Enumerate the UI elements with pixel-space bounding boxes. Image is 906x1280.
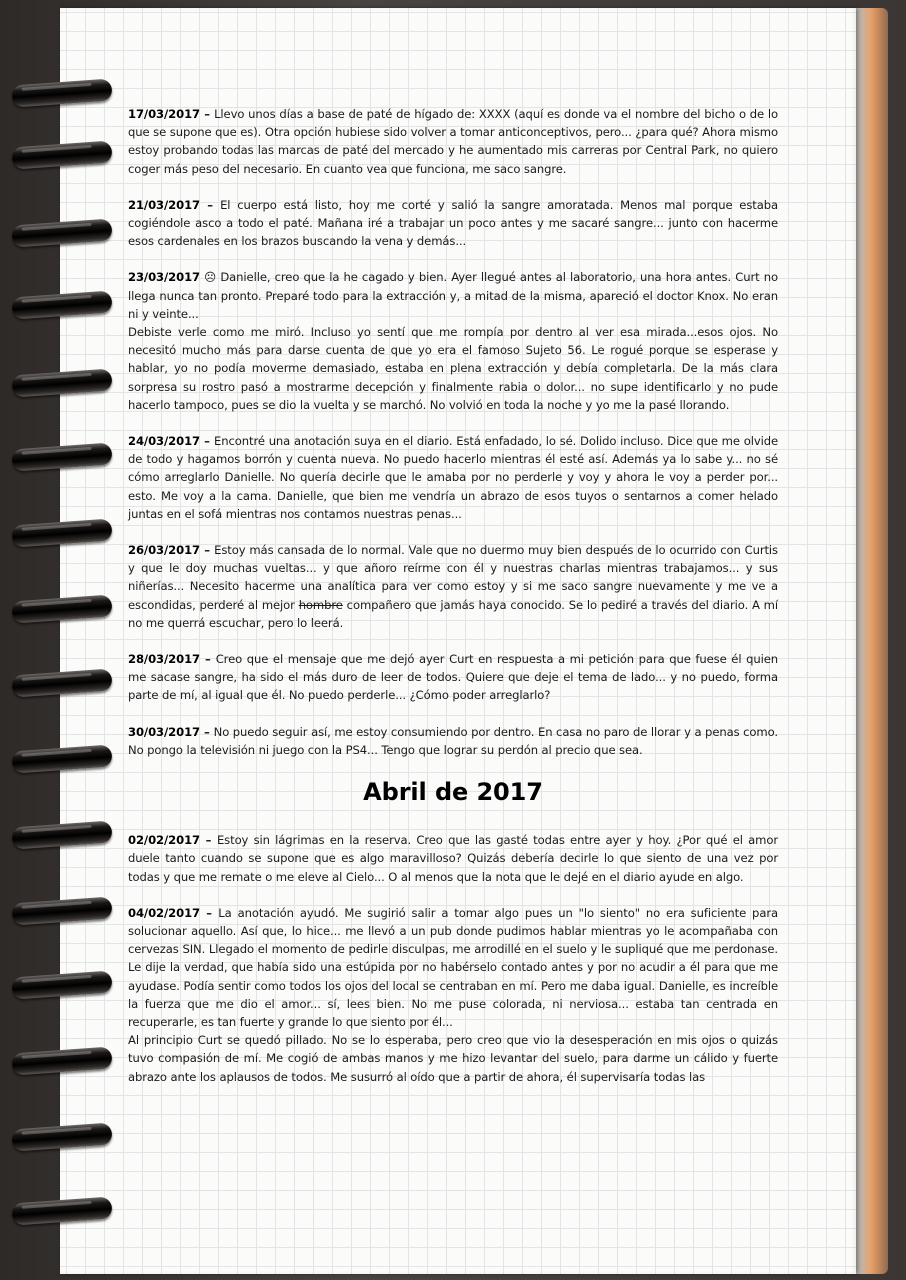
entry-text: Llevo unos días a base de paté de hígado de: XXXX (aquí es donde va el nombre del bicho o de lo que se supone que es). Otra opción hubiese sido volver a tomar anticonceptivos, pero... ¿para qué? Ahora mismo estoy probando todas las marcas de paté del mercado y he aumentado mis carreras por Central Park, no quiero coger más peso del necesario. En cuanto vea que funciona, me saco sangre. [128, 107, 778, 176]
entry-date: 24/03/2017 [128, 434, 201, 449]
diary-entry: 26/03/2017 – Estoy más cansada de lo normal. Vale que no duermo muy bien después de lo ocurrido con Curtis y que le doy muchas vueltas... y que añoro reírme con él y nuestras charlas mientras trabajamos... y sus niñerías... Necesito hacerme una analítica para ver como estoy y si me saco sangre nuevamente y me ve a escondidas, perderé al mejor hombre compañero que jamás haya conocido. Se lo pediré a través del diario. A mí no me querrá escuchar, pero lo leerá. [128, 543, 778, 630]
month-heading: Abril de 2017 [363, 778, 543, 807]
sad-face-icon: ☹ [200, 270, 221, 285]
entry-text: Encontré una anotación suya en el diario. Está enfadado, lo sé. Dolido incluso. Dice que me olvide de todo y hagamos borrón y cuenta nueva. No puedo hacerlo mientras él esté así. Además ya lo sabe y... no sé cómo arreglarlo Danielle. No quería decirle que le amaba por no perderle y voy y ahora le voy a perder por... esto. Me voy a la cama. Danielle, que bien me vendría un abrazo de esos tuyos o sentarnos a comer helado juntas en el sofá mientras nos contamos nuestras penas... [128, 434, 778, 521]
entry-date: 21/03/2017 [128, 197, 201, 212]
spiral-ring [12, 368, 108, 398]
spiral-ring [12, 78, 108, 108]
entry-text: No puedo seguir así, me estoy consumiendo por dentro. En casa no paro de llorar y a penas como. No pongo la televisión ni juego con la PS4... Tengo que lograr su perdón al precio que sea. [128, 724, 778, 757]
spiral-ring [12, 140, 108, 170]
entry-text: La anotación ayudó. Me sugirió salir a tomar algo pues un "lo siento" no era suficiente para solucionar aquello. Así que, lo hice... me llevó a un pub donde pudimos hablar mientras yo le acompañaba con cervezas SIN. Llegado el momento de pedirle disculpas, me arrodillé en el suelo y le supliqué que me perdonase. Le dije la verdad, que había sido una estúpida por no habérselo contado antes y por no acudir a él para que me ayudase. Podía sentir como todos los ojos del local se centraban en mí. Pero me daba igual. Danielle, es increíble la fuerza que me dio el amor... sí, lees bien. No me puse colorada, ni nerviosa... estaba tan centrada en recuperarle, es tan fuerte y grande lo que siento por él... [128, 905, 778, 1029]
diary-entry: 17/03/2017 – Llevo unos días a base de paté de hígado de: XXXX (aquí es donde va el nombre del bicho o de lo que se supone que es). Otra opción hubiese sido volver a tomar anticonceptivos, pero... ¿para qué? Ahora mismo estoy probando todas las marcas de paté del mercado y he aumentado mis carreras por Central Park, no quiero coger más peso del necesario. En cuanto vea que funciona, me saco sangre. [128, 107, 778, 176]
spiral-ring [12, 744, 108, 774]
diary-entry [128, 268, 778, 414]
diary-entry: 04/02/2017 – La anotación ayudó. Me sugirió salir a tomar algo pues un "lo siento" no era suficiente para solucionar aquello. Así que, lo hice... me llevó a un pub donde pudimos hablar mientras yo le acompañaba con cervezas SIN. Llegado el momento de pedirle disculpas, me arrodillé en el suelo y le supliqué que me perdonase. Le dije la verdad, que había sido una estúpida por no habérselo contado antes y por no acudir a él para que me ayudase. Podía sentir como todos los ojos del local se centraban en mí. Pero me daba igual. Danielle, es increíble la fuerza que me dio el amor... sí, lees bien. No me puse colorada, ni nerviosa... estaba tan centrada en recuperarle, es tan fuerte y grande lo que siento por él... Al principio Curt se quedó pillado. No se lo esperaba, pero creo que vio la desesperación en mis ojos o quizás tuvo compasión de mí. Me cogió de ambas manos y me hizo levantar del suelo, para darme un cálido y fuerte abrazo ante los aplausos de todos. Me susurró al oído que a partir de ahora, él supervisaría todas las [128, 904, 778, 1086]
spiral-ring [12, 518, 108, 548]
spiral-ring [12, 218, 108, 248]
spiral-ring [12, 820, 108, 850]
diary-entry: 28/03/2017 – Creo que el mensaje que me dejó ayer Curt en respuesta a mi petición para que fuese él quien me sacase sangre, ha sido el más duro de leer de todos. Quiere que deje el tema de lado... y no puedo, forma parte de mí, al igual que él. No puedo perderle... ¿Cómo poder arreglarlo? [128, 652, 778, 703]
entry-text: Debiste verle como me miró. Incluso yo sentí que me rompía por dentro al ver esa mirada...esos ojos. No necesitó mucho más para darse cuenta de que yo era el famoso Sujeto 56. Le rogué porque se esperase y hablar, yo no podía moverme demasiado, estaba en plena extracción y debía completarla. De la más clara sorpresa su rostro pasó a mostrarme decepción y finalmente rabia o dolor... no supe identificarlo y no pude hacerlo tampoco, pues se dio la vuelta y se marchó. No volvió en toda la noche y yo me la pasé llorando. [128, 325, 778, 412]
entry-text: Estoy más cansada de lo normal. Vale que no duermo muy bien después de lo ocurrido con Curtis y que le doy muchas vueltas... y que añoro reírme con él y nuestras charlas mientras trabajamos... y sus niñerías... Necesito hacerme una analítica para ver como estoy y si me saco sangre nuevamente y me ve a escondidas, perderé al mejor [128, 543, 778, 612]
spiral-ring [12, 442, 108, 472]
entry-text: Danielle, creo que la he cagado y bien. Ayer llegué antes al laboratorio, una hora antes. Curt no llega nunca tan pronto. Preparé todo para la extracción y, a mitad de la misma, apareció el doctor Knox. No eran ni y veinte... [128, 270, 778, 321]
diary-entry: 30/03/2017 – No puedo seguir así, me estoy consumiendo por dentro. En casa no paro de llorar y a penas como. No pongo la televisión ni juego con la PS4... Tengo que lograr su perdón al precio que sea. [128, 724, 778, 757]
entry-text: Al principio Curt se quedó pillado. No se lo esperaba, pero creo que vio la desesperación en mis ojos o quizás tuvo compasión de mí. Me cogió de ambas manos y me hizo levantar del suelo, para darme un cálido y fuerte abrazo ante los aplausos de todos. Me susurró al oído que a partir de ahora, él supervisaría todas las [128, 1033, 778, 1084]
entry-text: Estoy sin lágrimas en la reserva. Creo que las gasté todas entre ayer y hoy. ¿Por qué el amor duele tanto cuando se supone que es algo maravilloso? Quizás debería decirle lo que siento de una vez por todas y que me remate o me eleve al Cielo... O al menos que la nota que le dejé en el diario ayude en algo. [128, 833, 778, 884]
diary-entry: 02/02/2017 – Estoy sin lágrimas en la reserva. Creo que las gasté todas entre ayer y hoy. ¿Por qué el amor duele tanto cuando se supone que es algo maravilloso? Quizás debería decirle lo que siento de una vez por todas y que me remate o me eleve al Cielo... O al menos que la nota que le dejé en el diario ayude en algo. [128, 833, 778, 884]
entry-date: 23/03/2017 [128, 270, 201, 285]
entry-text: El cuerpo está listo, hoy me corté y salió la sangre amoratada. Menos mal porque estaba cogiéndole asco a todo el paté. Mañana iré a trabajar un poco antes y me sacaré sangre... junto con hacerme esos cardenales en los brazos buscando la vena y demás... [128, 197, 778, 249]
spiral-ring [12, 1122, 108, 1152]
diary-entry: 21/03/2017 – El cuerpo está listo, hoy me corté y salió la sangre amoratada. Menos mal porque estaba cogiéndole asco a todo el paté. Mañana iré a trabajar un poco antes y me sacaré sangre... junto con hacerme esos cardenales en los brazos buscando la vena y demás... [128, 197, 778, 249]
entry-text: compañero que jamás haya conocido. Se lo pediré a través del diario. A mí no me querrá escuchar, pero lo leerá. [128, 597, 778, 630]
spiral-ring [12, 1046, 108, 1076]
entry-date: 28/03/2017 [128, 652, 201, 667]
spiral-ring [12, 896, 108, 926]
entry-text: Creo que el mensaje que me dejó ayer Curt en respuesta a mi petición para que fuese él quien me sacase sangre, ha sido el más duro de leer de todos. Quiere que deje el tema de lado... y no puedo, forma parte de mí, al igual que él. No puedo perderle... ¿Cómo poder arreglarlo? [128, 652, 778, 703]
entry-date: 04/02/2017 [128, 905, 201, 920]
entry-date: 02/02/2017 [128, 833, 201, 848]
diary-content [128, 105, 778, 1104]
entry-date: 30/03/2017 [128, 724, 201, 739]
spiral-ring [12, 594, 108, 624]
diary-entry: 24/03/2017 – Encontré una anotación suya en el diario. Está enfadado, lo sé. Dolido incluso. Dice que me olvide de todo y hagamos borrón y cuenta nueva. No puedo hacerlo mientras él esté así. Además ya lo sabe y... no sé cómo arreglarlo Danielle. No quería decirle que le amaba por no perderle y voy y ahora le voy a perder por... esto. Me voy a la cama. Danielle, que bien me vendría un abrazo de esos tuyos o sentarnos a comer helado juntas en el sofá mientras nos contamos nuestras penas... [128, 434, 778, 521]
spiral-ring [12, 970, 108, 1000]
entry-date: 17/03/2017 [128, 107, 201, 121]
crossed-out-word: hombre [298, 597, 343, 612]
spiral-ring [12, 290, 108, 320]
spiral-ring [12, 1196, 108, 1226]
spiral-ring [12, 668, 108, 698]
entry-date: 26/03/2017 [128, 543, 201, 558]
